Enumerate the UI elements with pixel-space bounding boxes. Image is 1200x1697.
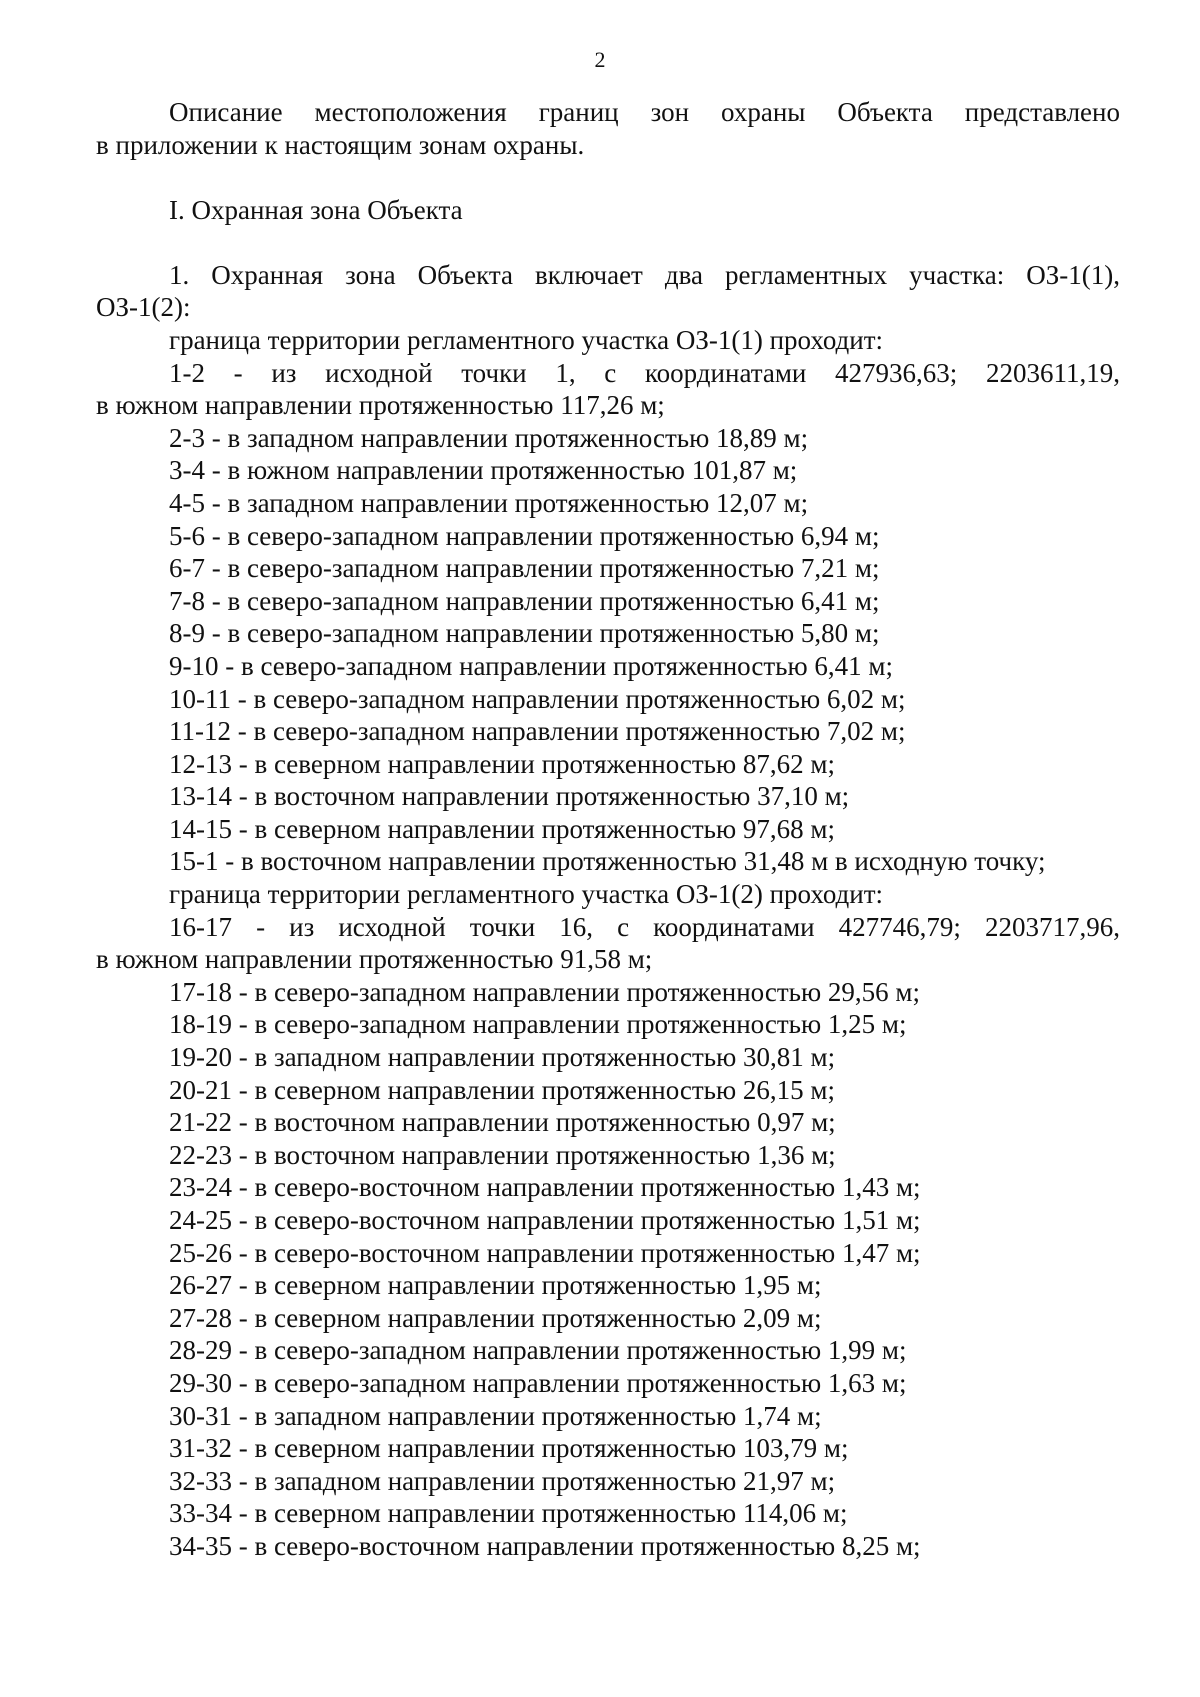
boundary-segment: 33-34 - в северном направлении протяженностью 114,06 м;: [169, 1498, 848, 1529]
plot-1-start-line-2: в южном направлении протяженностью 117,26 м;: [96, 390, 665, 421]
boundary-segment: 15-1 - в восточном направлении протяженностью 31,48 м в исходную точку;: [169, 846, 1046, 877]
plot-2-start-line-1: 16-17 - из исходной точки 16, с координатами 427746,79; 2203717,96,: [169, 911, 1120, 942]
boundary-segment: 20-21 - в северном направлении протяженностью 26,15 м;: [169, 1074, 835, 1105]
page-number: 2: [594, 47, 606, 72]
boundary-segment: 9-10 - в северо-западном направлении протяженностью 6,41 м;: [169, 650, 893, 681]
boundary-segment: 29-30 - в северо-западном направлении протяженностью 1,63 м;: [169, 1367, 907, 1398]
boundary-segment: 11-12 - в северо-западном направлении протяженностью 7,02 м;: [169, 716, 906, 747]
spacer: [96, 161, 1120, 194]
boundary-segment: 26-27 - в северном направлении протяженностью 1,95 м;: [169, 1270, 822, 1301]
boundary-segment: 34-35 - в северо-восточном направлении протяженностью 8,25 м;: [169, 1530, 921, 1561]
boundary-segment: 22-23 - в восточном направлении протяженностью 1,36 м;: [169, 1139, 836, 1170]
boundary-segment: 3-4 - в южном направлении протяженностью 101,87 м;: [169, 455, 798, 486]
boundary-segment: 27-28 - в северном направлении протяженностью 2,09 м;: [169, 1302, 822, 1333]
boundary-segment: 17-18 - в северо-западном направлении протяженностью 29,56 м;: [169, 976, 920, 1007]
boundary-segment: 2-3 - в западном направлении протяженностью 18,89 м;: [169, 422, 809, 453]
boundary-segment: 5-6 - в северо-западном направлении протяженностью 6,94 м;: [169, 520, 880, 551]
boundary-segment: 19-20 - в западном направлении протяженностью 30,81 м;: [169, 1042, 836, 1073]
boundary-segment: 28-29 - в северо-западном направлении протяженностью 1,99 м;: [169, 1335, 907, 1366]
boundary-segment: 13-14 - в восточном направлении протяженностью 37,10 м;: [169, 781, 850, 812]
plot-1-segment-list: [96, 422, 1120, 878]
boundary-segment: 8-9 - в северо-западном направлении протяженностью 5,80 м;: [169, 618, 880, 649]
boundary-segment: 23-24 - в северо-восточном направлении протяженностью 1,43 м;: [169, 1172, 921, 1203]
boundary-segment: 4-5 - в западном направлении протяженностью 12,07 м;: [169, 487, 809, 518]
boundary-segment: 30-31 - в западном направлении протяженностью 1,74 м;: [169, 1400, 822, 1431]
boundary-segment: 18-19 - в северо-западном направлении протяженностью 1,25 м;: [169, 1009, 907, 1040]
boundary-segment: 10-11 - в северо-западном направлении протяженностью 6,02 м;: [169, 683, 906, 714]
boundary-segment: 6-7 - в северо-западном направлении протяженностью 7,21 м;: [169, 553, 880, 584]
document-body: [96, 96, 1120, 1563]
boundary-segment: 7-8 - в северо-западном направлении протяженностью 6,41 м;: [169, 585, 880, 616]
plot-2-heading: граница территории регламентного участка ОЗ-1(2) проходит:: [169, 879, 884, 910]
boundary-segment: 21-22 - в восточном направлении протяженностью 0,97 м;: [169, 1107, 836, 1138]
paragraph-1-line-1: 1. Охранная зона Объекта включает два регламентных участка: ОЗ-1(1),: [169, 259, 1120, 290]
intro-line-1: Описание местоположения границ зон охраны Объекта представлено: [169, 97, 1120, 127]
plot-2-start-line-2: в южном направлении протяженностью 91,58 м;: [96, 944, 653, 975]
section-heading: I. Охранная зона Объекта: [169, 195, 463, 226]
boundary-segment: 24-25 - в северо-восточном направлении протяженностью 1,51 м;: [169, 1205, 921, 1235]
boundary-segment: 25-26 - в северо-восточном направлении протяженностью 1,47 м;: [169, 1237, 921, 1268]
paragraph-1-line-2: ОЗ-1(2):: [96, 292, 191, 323]
spacer: [96, 227, 1120, 259]
boundary-segment: 12-13 - в северном направлении протяженностью 87,62 м;: [169, 748, 835, 779]
boundary-segment: 14-15 - в северном направлении протяженностью 97,68 м;: [169, 813, 835, 844]
boundary-segment: 31-32 - в северном направлении протяженностью 103,79 м;: [169, 1433, 849, 1464]
intro-line-2: в приложении к настоящим зонам охраны.: [96, 129, 585, 160]
plot-1-start-line-1: 1-2 - из исходной точки 1, с координатами 427936,63; 2203611,19,: [169, 357, 1120, 388]
boundary-segment: 32-33 - в западном направлении протяженностью 21,97 м;: [169, 1465, 836, 1496]
plot-1-heading: граница территории регламентного участка ОЗ-1(1) проходит:: [169, 324, 884, 355]
plot-2-segment-list: [96, 976, 1120, 1563]
